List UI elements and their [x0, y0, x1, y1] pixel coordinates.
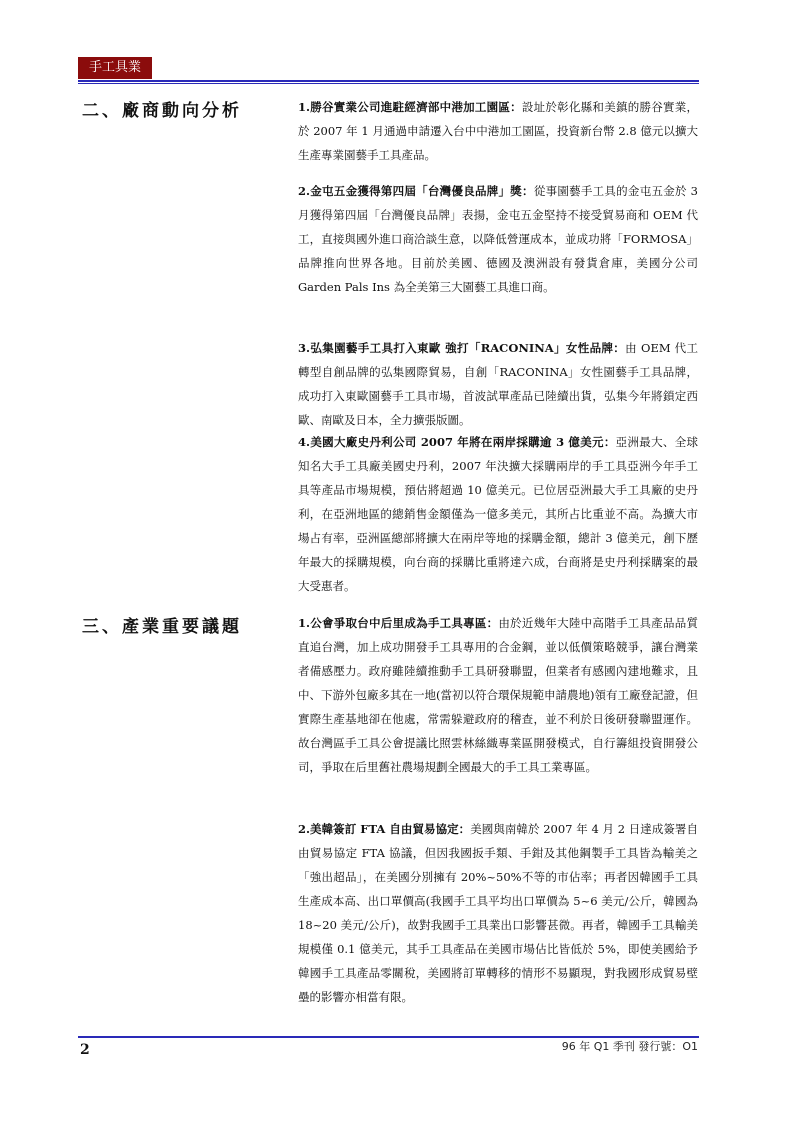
- paragraph-item: [298, 179, 698, 299]
- paragraph-body: 美國與南韓於 2007 年 4 月 2 日達成簽署自由貿易協定 FTA 協議，但因我國扳手類、手鉗及其他鋼製手工具皆為輸美之「強出超品」，在美國分別擁有 20%~50%不等的市佔率；再者因韓國手工具生產成本高、出口單價高(我國手工具平均出口單價為 5~6 美元/公斤，韓國為 18~20 美元/公斤)，故對我國手工具業出口影響甚微。再者，韓國手工具輸美規模僅 0.1 億美元，其手工具產品在美國市場佔比皆低於 5%，即使美國給予韓國手工具產品零關稅，美國將訂單轉移的情形不易顯現，對我國形成貿易壁壘的影響亦相當有限。: [298, 822, 698, 1004]
- paragraph-item: [298, 817, 698, 1009]
- paragraph-body: 從事園藝手工具的金屯五金於 3 月獲得第四屆「台灣優良品牌」表揚，金屯五金堅持不接受貿易商和 OEM 代工，直接與國外進口商洽談生意，以降低營運成本，並成功將「FORMOSA」品牌推向世界各地。目前於美國、德國及澳洲設有發貨倉庫，美國分公司 Garden Pals Ins 為全美第三大園藝工具進口商。: [298, 184, 698, 294]
- paragraph-head: 4.美國大廠史丹利公司 2007 年將在兩岸採購逾 3 億美元：: [298, 435, 616, 449]
- paragraph-body: 由 OEM 代工轉型自創品牌的弘集國際貿易，自創「RACONINA」女性園藝手工具品牌，成功打入東歐園藝手工具市場，首波試單產品已陸續出貨，弘集今年將鎖定西歐、南歐及日本，全力擴張版圖。: [298, 341, 698, 427]
- paragraph-head: 1.公會爭取台中后里成為手工具專區：: [298, 616, 499, 630]
- paragraph-head: 2.美韓簽訂 FTA 自由貿易協定：: [298, 822, 471, 836]
- paragraph-item: [298, 611, 698, 779]
- header-rule-thin: [78, 83, 699, 84]
- paragraph-head: 2.金屯五金獲得第四屆「台灣優良品牌」獎：: [298, 184, 534, 198]
- section-title-vendor-trends: 二、廠商動向分析: [82, 101, 242, 121]
- paragraph-body: 亞洲最大、全球知名大手工具廠美國史丹利，2007 年決擴大採購兩岸的手工具亞洲今年手工具等產品市場規模，預估將超過 10 億美元。已位居亞洲最大手工具廠的史丹利，在亞洲地區的總銷售金額僅為一億多美元，其所占比重並不高。為擴大市場占有率，亞洲區總部將擴大在兩岸等地的採購金額，總計 3 億美元，創下歷年最大的採購規模，向台商的採購比重將達六成，台商將是史丹利採購案的最大受惠者。: [298, 435, 699, 593]
- paragraph-head: 1.勝谷實業公司進駐經濟部中港加工園區：: [298, 100, 522, 114]
- paragraph-item: [298, 95, 698, 167]
- paragraph-item: [298, 336, 698, 432]
- page-number: 2: [80, 1042, 90, 1058]
- issue-label: 96 年 Q1 季刊 發行號：O1: [561, 1040, 698, 1053]
- header-rule: [78, 80, 699, 82]
- paragraph-item: [298, 430, 698, 598]
- paragraph-head: 3.弘集園藝手工具打入東歐 強打「RACONINA」女性品牌：: [298, 341, 626, 355]
- header-tag: 手工具業: [78, 57, 152, 79]
- paragraph-body: 設址於彰化縣和美鎮的勝谷實業，於 2007 年 1 月通過申請遷入台中中港加工園區，投資新台幣 2.8 億元以擴大生產專業園藝手工具產品。: [298, 100, 698, 162]
- section-title-industry-issues: 三、產業重要議題: [82, 617, 242, 637]
- paragraph-body: 由於近幾年大陸中高階手工具產品品質直追台灣，加上成功開發手工具專用的合金鋼，並以低價策略競爭，讓台灣業者備感壓力。政府雖陸續推動手工具研發聯盟，但業者有感國內建地難求，且中、下游外包廠多其在一地(當初以符合環保規範申請農地)領有工廠登記證，但實際生產基地卻在他處，常需躲避政府的稽查，並不利於日後研發聯盟運作。故台灣區手工具公會提議比照雲林絲織專業區開發模式，自行籌組投資開發公司，爭取在后里舊社農場規劃全國最大的手工具工業專區。: [298, 616, 698, 774]
